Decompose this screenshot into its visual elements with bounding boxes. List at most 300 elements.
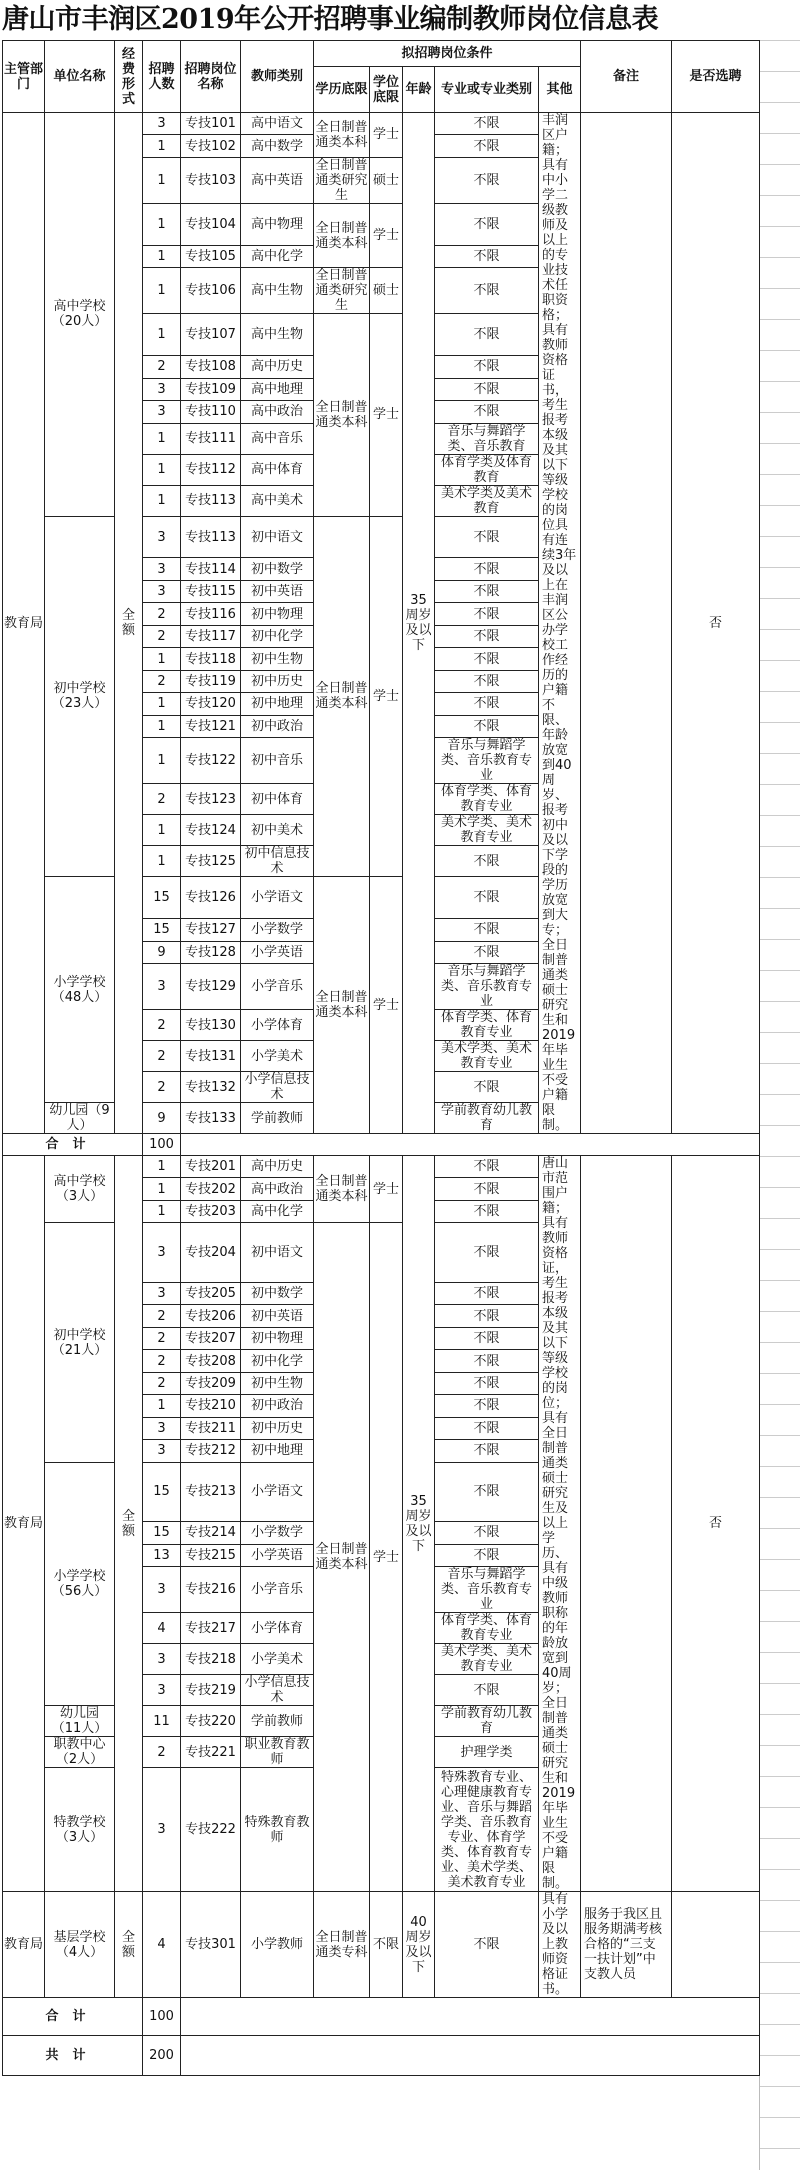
category-cell: 初中物理 bbox=[241, 1327, 314, 1349]
degree-cell: 学士 bbox=[370, 877, 403, 1134]
post-cell: 专技110 bbox=[181, 401, 241, 423]
major-cell: 不限 bbox=[435, 1440, 539, 1462]
post-cell: 专技218 bbox=[181, 1644, 241, 1675]
major-cell: 不限 bbox=[435, 1072, 539, 1103]
post-cell: 专技221 bbox=[181, 1737, 241, 1768]
header-deg: 学位底限 bbox=[370, 67, 403, 113]
category-cell: 初中地理 bbox=[241, 693, 314, 715]
count-cell: 1 bbox=[143, 1178, 181, 1200]
blank-cell bbox=[181, 2036, 760, 2076]
count-cell: 9 bbox=[143, 941, 181, 963]
degree-cell: 学士 bbox=[370, 203, 403, 267]
count-cell: 1 bbox=[143, 135, 181, 157]
count-cell: 4 bbox=[143, 1892, 181, 1998]
subtotal-label: 合计 bbox=[3, 1134, 143, 1156]
degree-cell: 学士 bbox=[370, 314, 403, 516]
count-cell: 3 bbox=[143, 1567, 181, 1613]
post-cell: 专技206 bbox=[181, 1305, 241, 1327]
header-other: 其他 bbox=[539, 67, 581, 113]
count-cell: 11 bbox=[143, 1706, 181, 1737]
header-choose: 是否选聘 bbox=[672, 41, 760, 113]
count-cell: 2 bbox=[143, 1372, 181, 1394]
post-cell: 专技126 bbox=[181, 877, 241, 919]
post-cell: 专技119 bbox=[181, 670, 241, 692]
count-cell: 1 bbox=[143, 715, 181, 737]
category-cell: 初中地理 bbox=[241, 1440, 314, 1462]
category-cell: 高中体育 bbox=[241, 454, 314, 485]
post-cell: 专技216 bbox=[181, 1567, 241, 1613]
category-cell: 职业教育教师 bbox=[241, 1737, 314, 1768]
major-cell: 不限 bbox=[435, 1223, 539, 1282]
post-cell: 专技102 bbox=[181, 135, 241, 157]
major-cell: 不限 bbox=[435, 157, 539, 203]
sheet-grid-background bbox=[760, 40, 800, 2170]
header-major: 专业或专业类别 bbox=[435, 67, 539, 113]
major-cell: 不限 bbox=[435, 1395, 539, 1417]
major-cell: 不限 bbox=[435, 558, 539, 580]
major-cell: 不限 bbox=[435, 1282, 539, 1304]
choose-cell: 否 bbox=[672, 113, 760, 1134]
post-cell: 专技219 bbox=[181, 1675, 241, 1706]
total-label: 共计 bbox=[3, 2036, 143, 2076]
count-cell: 1 bbox=[143, 454, 181, 485]
count-cell: 1 bbox=[143, 846, 181, 877]
major-cell: 不限 bbox=[435, 603, 539, 625]
count-cell: 2 bbox=[143, 670, 181, 692]
category-cell: 初中政治 bbox=[241, 1395, 314, 1417]
post-cell: 专技129 bbox=[181, 964, 241, 1010]
count-cell: 3 bbox=[143, 580, 181, 602]
major-cell: 体育学类、体育教育专业 bbox=[435, 1010, 539, 1041]
degree-cell: 学士 bbox=[370, 113, 403, 158]
unit-name: 职教中心（2人） bbox=[45, 1737, 115, 1768]
unit-name: 小学学校（48人） bbox=[45, 877, 115, 1103]
category-cell: 初中数学 bbox=[241, 1282, 314, 1304]
post-cell: 专技211 bbox=[181, 1417, 241, 1439]
remark-cell bbox=[581, 113, 672, 1134]
count-cell: 1 bbox=[143, 693, 181, 715]
major-cell: 不限 bbox=[435, 1156, 539, 1178]
unit-name: 幼儿园（11人） bbox=[45, 1706, 115, 1737]
category-cell: 高中历史 bbox=[241, 356, 314, 378]
count-cell: 2 bbox=[143, 1010, 181, 1041]
count-cell: 2 bbox=[143, 1072, 181, 1103]
choose-cell: 否 bbox=[672, 1156, 760, 1892]
count-cell: 1 bbox=[143, 314, 181, 356]
count-cell: 2 bbox=[143, 603, 181, 625]
post-cell: 专技213 bbox=[181, 1462, 241, 1521]
count-cell: 15 bbox=[143, 877, 181, 919]
major-cell: 体育学类、体育教育专业 bbox=[435, 1613, 539, 1644]
category-cell: 小学音乐 bbox=[241, 964, 314, 1010]
category-cell: 小学英语 bbox=[241, 941, 314, 963]
count-cell: 1 bbox=[143, 203, 181, 245]
major-cell: 不限 bbox=[435, 268, 539, 314]
fund-cell: 全额 bbox=[115, 1156, 143, 1892]
category-cell: 初中语文 bbox=[241, 1223, 314, 1282]
post-cell: 专技117 bbox=[181, 625, 241, 647]
major-cell: 不限 bbox=[435, 1305, 539, 1327]
major-cell: 不限 bbox=[435, 846, 539, 877]
header-post: 招聘岗位名称 bbox=[181, 41, 241, 113]
header-count: 招聘人数 bbox=[143, 41, 181, 113]
count-cell: 1 bbox=[143, 648, 181, 670]
category-cell: 小学语文 bbox=[241, 1462, 314, 1521]
education-cell: 全日制普通类本科 bbox=[314, 113, 370, 158]
post-cell: 专技120 bbox=[181, 693, 241, 715]
category-cell: 小学数学 bbox=[241, 919, 314, 941]
major-cell: 不限 bbox=[435, 877, 539, 919]
major-cell: 不限 bbox=[435, 1350, 539, 1372]
count-cell: 3 bbox=[143, 1644, 181, 1675]
major-cell: 学前教育幼儿教育 bbox=[435, 1103, 539, 1134]
education-cell: 全日制普通类本科 bbox=[314, 314, 370, 516]
post-cell: 专技208 bbox=[181, 1350, 241, 1372]
subtotal-value: 100 bbox=[143, 1998, 181, 2036]
post-cell: 专技122 bbox=[181, 738, 241, 784]
category-cell: 小学数学 bbox=[241, 1522, 314, 1544]
other-note: 唐山市范围户籍；具有教师资格证，考生报考本级及其以下等级学校的岗位；具有全日制普通类硕士研究生及以上学历、具有中级教师职称的年龄放宽到40周岁；全日制普通类硕士研究生和2019年毕业生不受户籍限制。 bbox=[539, 1156, 581, 1892]
education-cell: 全日制普通类本科 bbox=[314, 516, 370, 877]
post-cell: 专技131 bbox=[181, 1041, 241, 1072]
unit-name: 高中学校（3人） bbox=[45, 1156, 115, 1223]
header-fund: 经费形式 bbox=[115, 41, 143, 113]
table-row bbox=[3, 1134, 760, 1156]
post-cell: 专技125 bbox=[181, 846, 241, 877]
major-cell: 学前教育幼儿教育 bbox=[435, 1706, 539, 1737]
degree-cell: 不限 bbox=[370, 1892, 403, 1998]
post-cell: 专技106 bbox=[181, 268, 241, 314]
count-cell: 1 bbox=[143, 1395, 181, 1417]
category-cell: 初中生物 bbox=[241, 1372, 314, 1394]
category-cell: 高中音乐 bbox=[241, 423, 314, 454]
category-cell: 小学音乐 bbox=[241, 1567, 314, 1613]
category-cell: 小学英语 bbox=[241, 1544, 314, 1566]
category-cell: 高中语文 bbox=[241, 113, 314, 135]
category-cell: 初中化学 bbox=[241, 1350, 314, 1372]
major-cell: 不限 bbox=[435, 693, 539, 715]
count-cell: 2 bbox=[143, 1737, 181, 1768]
major-cell: 不限 bbox=[435, 401, 539, 423]
post-cell: 专技201 bbox=[181, 1156, 241, 1178]
post-cell: 专技104 bbox=[181, 203, 241, 245]
category-cell: 初中历史 bbox=[241, 670, 314, 692]
major-cell: 护理学类 bbox=[435, 1737, 539, 1768]
category-cell: 初中历史 bbox=[241, 1417, 314, 1439]
post-cell: 专技222 bbox=[181, 1768, 241, 1892]
major-cell: 美术学类、美术教育专业 bbox=[435, 815, 539, 846]
post-cell: 专技220 bbox=[181, 1706, 241, 1737]
count-cell: 3 bbox=[143, 378, 181, 400]
blank-cell bbox=[181, 1134, 760, 1156]
unit-name: 高中学校（20人） bbox=[45, 113, 115, 517]
education-cell: 全日制普通类本科 bbox=[314, 1156, 370, 1223]
major-cell: 不限 bbox=[435, 1675, 539, 1706]
category-cell: 高中政治 bbox=[241, 401, 314, 423]
post-cell: 专技127 bbox=[181, 919, 241, 941]
count-cell: 3 bbox=[143, 516, 181, 558]
major-cell: 不限 bbox=[435, 113, 539, 135]
other-note: 具有小学及以上教师资格证书。 bbox=[539, 1892, 581, 1998]
header-remark: 备注 bbox=[581, 41, 672, 113]
count-cell: 2 bbox=[143, 1350, 181, 1372]
remark-cell: 服务于我区且服务期满考核合格的“三支一扶计划”中支教人员 bbox=[581, 1892, 672, 1998]
unit-name: 初中学校（21人） bbox=[45, 1223, 115, 1462]
post-cell: 专技210 bbox=[181, 1395, 241, 1417]
post-cell: 专技113 bbox=[181, 485, 241, 516]
header-cat: 教师类别 bbox=[241, 41, 314, 113]
count-cell: 3 bbox=[143, 401, 181, 423]
category-cell: 高中物理 bbox=[241, 203, 314, 245]
post-cell: 专技132 bbox=[181, 1072, 241, 1103]
header-unit: 单位名称 bbox=[45, 41, 115, 113]
degree-cell: 硕士 bbox=[370, 157, 403, 203]
count-cell: 15 bbox=[143, 1522, 181, 1544]
category-cell: 高中生物 bbox=[241, 268, 314, 314]
education-cell: 全日制普通类本科 bbox=[314, 877, 370, 1134]
major-cell: 不限 bbox=[435, 314, 539, 356]
count-cell: 2 bbox=[143, 1305, 181, 1327]
count-cell: 2 bbox=[143, 356, 181, 378]
count-cell: 1 bbox=[143, 1156, 181, 1178]
count-cell: 2 bbox=[143, 784, 181, 815]
post-cell: 专技204 bbox=[181, 1223, 241, 1282]
choose-cell bbox=[672, 1892, 760, 1998]
major-cell: 不限 bbox=[435, 648, 539, 670]
dept-cell: 教育局 bbox=[3, 113, 45, 1134]
category-cell: 初中语文 bbox=[241, 516, 314, 558]
count-cell: 1 bbox=[143, 485, 181, 516]
post-cell: 专技116 bbox=[181, 603, 241, 625]
major-cell: 不限 bbox=[435, 203, 539, 245]
recruitment-table bbox=[2, 40, 760, 2076]
count-cell: 3 bbox=[143, 1282, 181, 1304]
subtotal-label: 合计 bbox=[3, 1998, 143, 2036]
category-cell: 高中英语 bbox=[241, 157, 314, 203]
major-cell: 不限 bbox=[435, 1462, 539, 1521]
major-cell: 不限 bbox=[435, 378, 539, 400]
unit-name: 特教学校（3人） bbox=[45, 1768, 115, 1892]
category-cell: 初中信息技术 bbox=[241, 846, 314, 877]
count-cell: 1 bbox=[143, 245, 181, 267]
count-cell: 1 bbox=[143, 423, 181, 454]
degree-cell: 学士 bbox=[370, 516, 403, 877]
post-cell: 专技118 bbox=[181, 648, 241, 670]
subtotal-value: 100 bbox=[143, 1134, 181, 1156]
category-cell: 初中体育 bbox=[241, 784, 314, 815]
major-cell: 不限 bbox=[435, 580, 539, 602]
category-cell: 高中历史 bbox=[241, 1156, 314, 1178]
category-cell: 初中美术 bbox=[241, 815, 314, 846]
category-cell: 特殊教育教师 bbox=[241, 1768, 314, 1892]
post-cell: 专技214 bbox=[181, 1522, 241, 1544]
major-cell: 不限 bbox=[435, 1544, 539, 1566]
post-cell: 专技105 bbox=[181, 245, 241, 267]
major-cell: 美术学类、美术教育专业 bbox=[435, 1041, 539, 1072]
count-cell: 3 bbox=[143, 1417, 181, 1439]
count-cell: 2 bbox=[143, 1327, 181, 1349]
major-cell: 音乐与舞蹈学类、音乐教育专业 bbox=[435, 964, 539, 1010]
category-cell: 高中政治 bbox=[241, 1178, 314, 1200]
post-cell: 专技123 bbox=[181, 784, 241, 815]
page-title: 唐山市丰润区2019年公开招聘事业编制教师岗位信息表 bbox=[2, 4, 659, 35]
remark-cell bbox=[581, 1156, 672, 1892]
education-cell: 全日制普通类研究生 bbox=[315, 268, 368, 314]
category-cell: 小学信息技术 bbox=[241, 1675, 314, 1706]
major-cell: 体育学类及体育教育 bbox=[435, 454, 539, 485]
post-cell: 专技207 bbox=[181, 1327, 241, 1349]
education-cell: 全日制普通类专科 bbox=[314, 1892, 370, 1998]
count-cell: 3 bbox=[143, 113, 181, 135]
major-cell: 不限 bbox=[435, 919, 539, 941]
count-cell: 1 bbox=[143, 738, 181, 784]
major-cell: 不限 bbox=[435, 1372, 539, 1394]
category-cell: 学前教师 bbox=[241, 1103, 314, 1134]
other-note: 丰润区户籍；具有中小学二级教师及以上的专业技术任职资格；具有教师资格证书，考生报考本级及其以下等级学校的岗位具有连续3年及以上在丰润区公办学校工作经历的户籍不限、年龄放宽到40周岁、报考初中及以下学段的学历放宽到大专；全日制普通类硕士研究生和2019年毕业生不受户籍限制。 bbox=[539, 113, 581, 1134]
post-cell: 专技202 bbox=[181, 1178, 241, 1200]
post-cell: 专技113 bbox=[181, 516, 241, 558]
major-cell: 不限 bbox=[435, 1522, 539, 1544]
header-edu: 学历底限 bbox=[314, 67, 370, 113]
total-value: 200 bbox=[143, 2036, 181, 2076]
unit-name: 幼儿园（9人） bbox=[45, 1103, 115, 1134]
count-cell: 15 bbox=[143, 1462, 181, 1521]
count-cell: 3 bbox=[143, 964, 181, 1010]
major-cell: 不限 bbox=[435, 1892, 539, 1998]
count-cell: 3 bbox=[143, 1440, 181, 1462]
major-cell: 音乐与舞蹈学类、音乐教育专业 bbox=[435, 1567, 539, 1613]
count-cell: 9 bbox=[143, 1103, 181, 1134]
post-cell: 专技107 bbox=[181, 314, 241, 356]
category-cell: 初中英语 bbox=[241, 580, 314, 602]
category-cell: 初中数学 bbox=[241, 558, 314, 580]
education-cell: 全日制普通类研究生 bbox=[315, 157, 368, 203]
major-cell: 音乐与舞蹈学类、音乐教育 bbox=[435, 423, 539, 454]
count-cell: 4 bbox=[143, 1613, 181, 1644]
post-cell: 专技101 bbox=[181, 113, 241, 135]
category-cell: 初中英语 bbox=[241, 1305, 314, 1327]
major-cell: 体育学类、体育教育专业 bbox=[435, 784, 539, 815]
category-cell: 小学美术 bbox=[241, 1041, 314, 1072]
age-cell: 35周岁及以下 bbox=[403, 1156, 435, 1892]
category-cell: 高中化学 bbox=[241, 1200, 314, 1222]
header-dept: 主管部门 bbox=[3, 41, 45, 113]
post-cell: 专技301 bbox=[181, 1892, 241, 1998]
post-cell: 专技109 bbox=[181, 378, 241, 400]
category-cell: 小学体育 bbox=[241, 1613, 314, 1644]
count-cell: 3 bbox=[143, 1768, 181, 1892]
category-cell: 高中生物 bbox=[241, 314, 314, 356]
post-cell: 专技108 bbox=[181, 356, 241, 378]
degree-cell: 学士 bbox=[370, 1223, 403, 1892]
major-cell: 不限 bbox=[435, 516, 539, 558]
post-cell: 专技215 bbox=[181, 1544, 241, 1566]
blank-cell bbox=[181, 1998, 760, 2036]
category-cell: 初中生物 bbox=[241, 648, 314, 670]
count-cell: 3 bbox=[143, 1675, 181, 1706]
count-cell: 1 bbox=[143, 1200, 181, 1222]
unit-name: 初中学校（23人） bbox=[45, 516, 115, 877]
major-cell: 不限 bbox=[435, 625, 539, 647]
category-cell: 初中政治 bbox=[241, 715, 314, 737]
category-cell: 高中化学 bbox=[241, 245, 314, 267]
category-cell: 初中音乐 bbox=[241, 738, 314, 784]
category-cell: 小学美术 bbox=[241, 1644, 314, 1675]
category-cell: 初中物理 bbox=[241, 603, 314, 625]
post-cell: 专技128 bbox=[181, 941, 241, 963]
table-row bbox=[3, 1156, 760, 1178]
major-cell: 不限 bbox=[435, 356, 539, 378]
post-cell: 专技115 bbox=[181, 580, 241, 602]
category-cell: 学前教师 bbox=[241, 1706, 314, 1737]
unit-name: 小学学校（56人） bbox=[45, 1462, 115, 1705]
category-cell: 高中美术 bbox=[241, 485, 314, 516]
count-cell: 1 bbox=[143, 815, 181, 846]
major-cell: 美术学类、美术教育专业 bbox=[435, 1644, 539, 1675]
post-cell: 专技124 bbox=[181, 815, 241, 846]
post-cell: 专技103 bbox=[181, 157, 241, 203]
count-cell: 3 bbox=[143, 558, 181, 580]
fund-cell: 全额 bbox=[115, 1892, 143, 1998]
major-cell: 不限 bbox=[435, 135, 539, 157]
post-cell: 专技203 bbox=[181, 1200, 241, 1222]
count-cell: 1 bbox=[143, 268, 181, 314]
table-row bbox=[3, 1892, 760, 1998]
category-cell: 小学语文 bbox=[241, 877, 314, 919]
major-cell: 不限 bbox=[435, 1417, 539, 1439]
major-cell: 不限 bbox=[435, 245, 539, 267]
category-cell: 小学教师 bbox=[241, 1892, 314, 1998]
major-cell: 不限 bbox=[435, 1327, 539, 1349]
table-row bbox=[3, 1998, 760, 2036]
post-cell: 专技205 bbox=[181, 1282, 241, 1304]
major-cell: 不限 bbox=[435, 715, 539, 737]
count-cell: 3 bbox=[143, 1223, 181, 1282]
dept-cell: 教育局 bbox=[3, 1156, 45, 1892]
category-cell: 初中化学 bbox=[241, 625, 314, 647]
category-cell: 高中地理 bbox=[241, 378, 314, 400]
major-cell: 音乐与舞蹈学类、音乐教育专业 bbox=[435, 738, 539, 784]
education-cell: 全日制普通类本科 bbox=[314, 1223, 370, 1892]
category-cell: 小学体育 bbox=[241, 1010, 314, 1041]
major-cell: 不限 bbox=[435, 941, 539, 963]
category-cell: 小学信息技术 bbox=[241, 1072, 314, 1103]
count-cell: 13 bbox=[143, 1544, 181, 1566]
category-cell: 高中数学 bbox=[241, 135, 314, 157]
major-cell: 不限 bbox=[435, 1178, 539, 1200]
major-cell: 不限 bbox=[435, 1200, 539, 1222]
education-cell: 全日制普通类本科 bbox=[314, 203, 370, 267]
table-row bbox=[3, 113, 760, 135]
dept-cell: 教育局 bbox=[3, 1892, 45, 1998]
age-cell: 40周岁及以下 bbox=[403, 1892, 435, 1998]
major-cell: 特殊教育专业、心理健康教育专业、音乐与舞蹈学类、音乐教育专业、体育学类、体育教育专业、美术学类、美术教育专业 bbox=[435, 1768, 539, 1892]
post-cell: 专技130 bbox=[181, 1010, 241, 1041]
header-conditions: 拟招聘岗位条件 bbox=[314, 41, 581, 67]
post-cell: 专技121 bbox=[181, 715, 241, 737]
table-row bbox=[3, 2036, 760, 2076]
degree-cell: 硕士 bbox=[370, 268, 403, 314]
post-cell: 专技217 bbox=[181, 1613, 241, 1644]
count-cell: 2 bbox=[143, 1041, 181, 1072]
post-cell: 专技114 bbox=[181, 558, 241, 580]
major-cell: 不限 bbox=[435, 670, 539, 692]
post-cell: 专技209 bbox=[181, 1372, 241, 1394]
fund-cell: 全额 bbox=[115, 113, 143, 1134]
post-cell: 专技212 bbox=[181, 1440, 241, 1462]
post-cell: 专技111 bbox=[181, 423, 241, 454]
post-cell: 专技133 bbox=[181, 1103, 241, 1134]
